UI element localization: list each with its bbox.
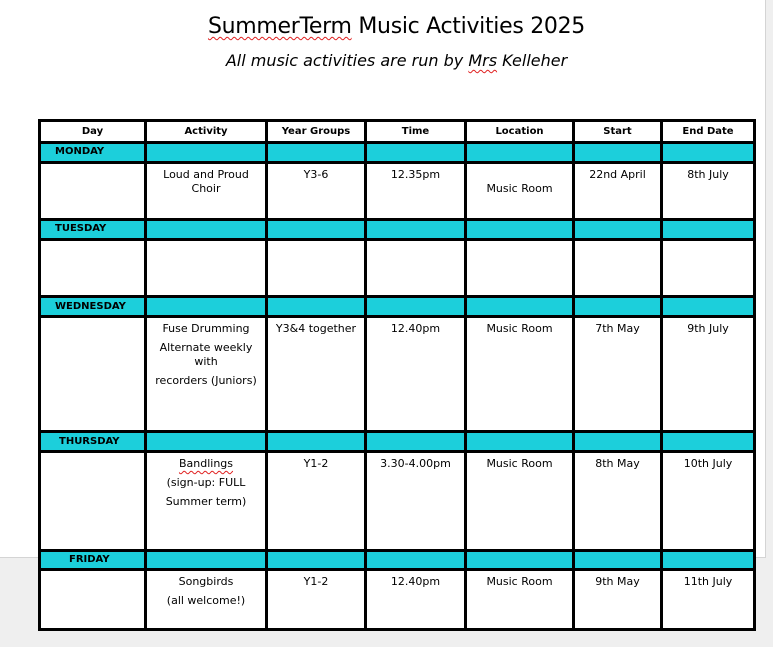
table-row: [40, 316, 755, 431]
day-band-friday: [40, 550, 755, 570]
year-groups-cell: [267, 239, 366, 297]
year-groups-cell: Y3&4 together: [267, 316, 366, 431]
year-groups-cell: Y1-2: [267, 570, 366, 630]
activity-cell: [146, 239, 267, 297]
end-date-cell: [662, 239, 755, 297]
location-cell: [466, 239, 574, 297]
year-groups-cell: Y1-2: [267, 451, 366, 550]
table-row: [40, 451, 755, 550]
schedule-table: [38, 119, 756, 631]
end-date-cell: 9th July: [662, 316, 755, 431]
end-date-cell: 11th July: [662, 570, 755, 630]
activity-cell: Fuse Drumming Alternate weekly with recorders (Juniors): [146, 316, 267, 431]
page-title: [0, 14, 773, 39]
subtitle-word-mrs: Mrs: [468, 51, 498, 70]
start-cell: 8th May: [574, 451, 662, 550]
day-cell: [40, 570, 146, 630]
time-cell: 12.40pm: [366, 570, 466, 630]
time-cell: 3.30-4.00pm: [366, 451, 466, 550]
header-time: Time: [366, 121, 466, 143]
activity-cell: Songbirds (all welcome!): [146, 570, 267, 630]
end-date-cell: 10th July: [662, 451, 755, 550]
time-cell: 12.35pm: [366, 162, 466, 220]
start-cell: 9th May: [574, 570, 662, 630]
day-band-wednesday: [40, 297, 755, 317]
day-label: WEDNESDAY: [40, 297, 146, 317]
start-cell: 22nd April: [574, 162, 662, 220]
day-cell: [40, 162, 146, 220]
day-label: THURSDAY: [40, 432, 146, 452]
location-cell: Music Room: [466, 451, 574, 550]
time-cell: [366, 239, 466, 297]
end-date-cell: 8th July: [662, 162, 755, 220]
activity-cell: Bandlings (sign-up: FULL Summer term): [146, 451, 267, 550]
day-cell: [40, 451, 146, 550]
day-band-thursday: [40, 432, 755, 452]
table-row: [40, 570, 755, 630]
day-band-tuesday: [40, 220, 755, 240]
header-day: Day: [40, 121, 146, 143]
day-cell: [40, 316, 146, 431]
location-cell: Music Room: [466, 162, 574, 220]
table-row: [40, 239, 755, 297]
table-header-row: [40, 121, 755, 143]
table-row: [40, 162, 755, 220]
subtitle-part-3: Kelleher: [497, 51, 568, 70]
subtitle-part-1: All music activities are run by: [225, 51, 469, 70]
day-label: FRIDAY: [40, 550, 146, 570]
time-cell: 12.40pm: [366, 316, 466, 431]
day-label: TUESDAY: [40, 220, 146, 240]
title-word-summerterm: SummerTerm: [207, 14, 352, 39]
day-cell: [40, 239, 146, 297]
header-location: Location: [466, 121, 574, 143]
header-activity: Activity: [146, 121, 267, 143]
title-rest: Music Activities 2025: [351, 14, 585, 39]
year-groups-cell: Y3-6: [267, 162, 366, 220]
day-band-monday: [40, 143, 755, 163]
start-cell: [574, 239, 662, 297]
header-year-groups: Year Groups: [267, 121, 366, 143]
location-cell: Music Room: [466, 316, 574, 431]
location-cell: Music Room: [466, 570, 574, 630]
activity-cell: Loud and Proud Choir: [146, 162, 267, 220]
day-label: MONDAY: [40, 143, 146, 163]
start-cell: 7th May: [574, 316, 662, 431]
header-end-date: End Date: [662, 121, 755, 143]
header-start: Start: [574, 121, 662, 143]
page-subtitle: [0, 51, 773, 70]
